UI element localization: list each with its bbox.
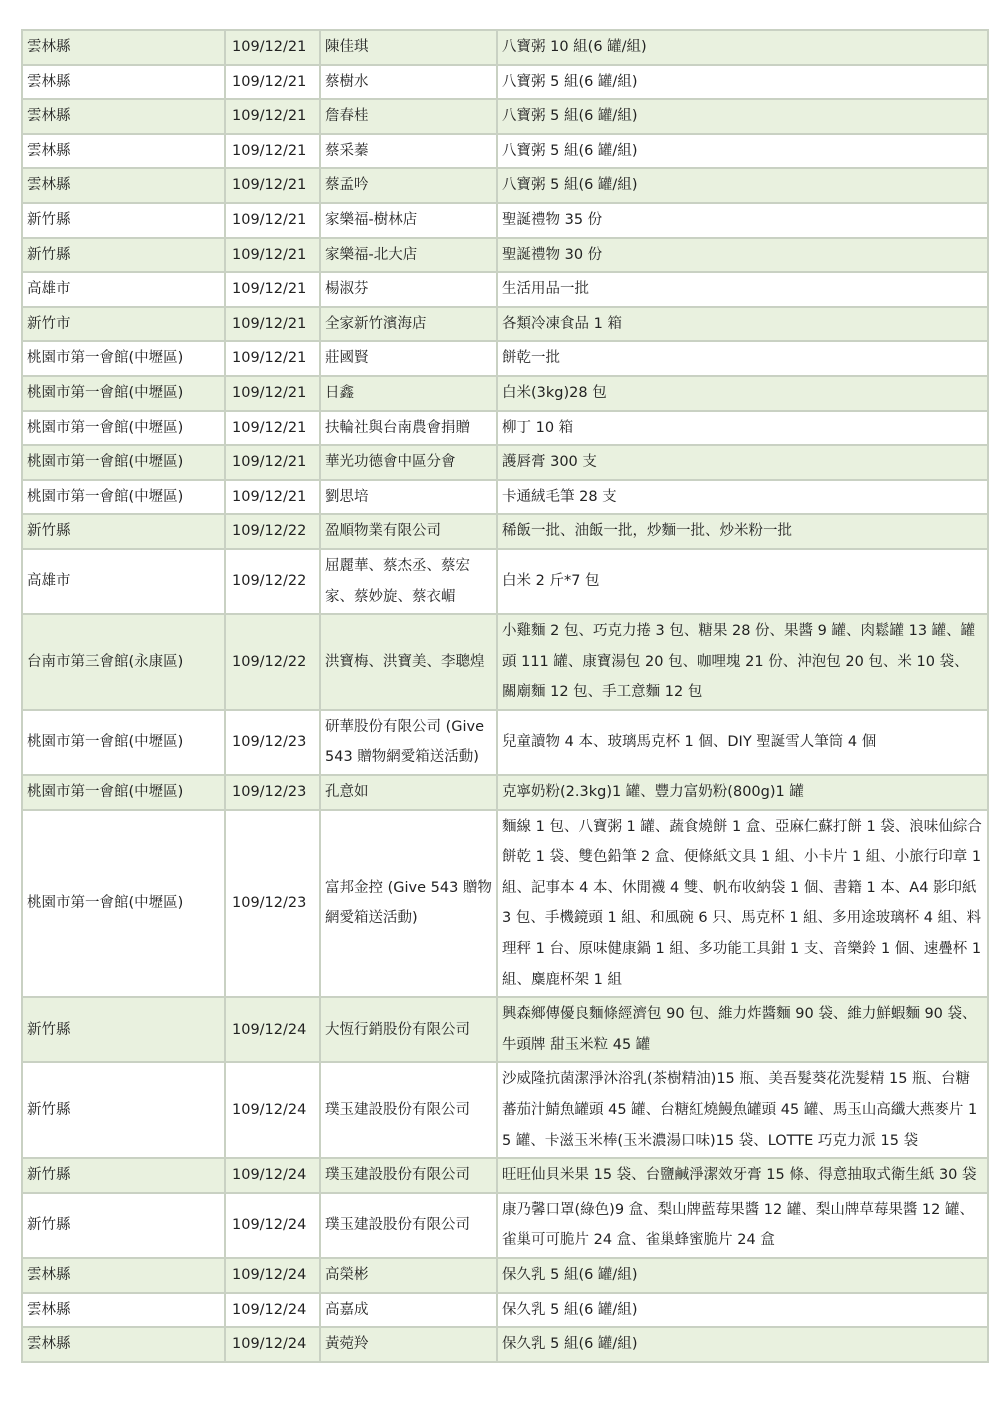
region-cell: 雲林縣	[22, 1327, 225, 1362]
table-row	[22, 1193, 988, 1258]
donor-cell: 扶輪社與台南農會捐贈	[320, 411, 497, 446]
region-cell: 桃園市第一會館(中壢區)	[22, 411, 225, 446]
items-cell: 保久乳 5 組(6 罐/組)	[497, 1327, 988, 1362]
date-cell: 109/12/24	[225, 1158, 320, 1193]
donor-cell: 陳佳琪	[320, 30, 497, 65]
region-cell: 新竹縣	[22, 238, 225, 273]
date-cell: 109/12/23	[225, 775, 320, 810]
donor-cell: 璞玉建設股份有限公司	[320, 1062, 497, 1158]
donation-table	[21, 29, 989, 1363]
donor-cell: 家樂福-北大店	[320, 238, 497, 273]
table-row	[22, 411, 988, 446]
region-cell: 雲林縣	[22, 134, 225, 169]
region-cell: 雲林縣	[22, 30, 225, 65]
date-cell: 109/12/21	[225, 445, 320, 480]
donor-cell: 高榮彬	[320, 1258, 497, 1293]
items-cell: 保久乳 5 組(6 罐/組)	[497, 1293, 988, 1328]
date-cell: 109/12/21	[225, 134, 320, 169]
region-cell: 新竹市	[22, 307, 225, 342]
date-cell: 109/12/24	[225, 1062, 320, 1158]
region-cell: 桃園市第一會館(中壢區)	[22, 810, 225, 998]
donor-cell: 璞玉建設股份有限公司	[320, 1158, 497, 1193]
donor-cell: 高嘉成	[320, 1293, 497, 1328]
donor-cell: 日鑫	[320, 376, 497, 411]
date-cell: 109/12/21	[225, 411, 320, 446]
table-row	[22, 168, 988, 203]
table-row	[22, 272, 988, 307]
region-cell: 新竹縣	[22, 997, 225, 1062]
region-cell: 新竹縣	[22, 514, 225, 549]
items-cell: 稀飯一批、油飯一批，炒麵一批、炒米粉一批	[497, 514, 988, 549]
items-cell: 聖誕禮物 35 份	[497, 203, 988, 238]
date-cell: 109/12/24	[225, 1293, 320, 1328]
donor-cell: 孔意如	[320, 775, 497, 810]
date-cell: 109/12/21	[225, 480, 320, 515]
items-cell: 各類冷凍食品 1 箱	[497, 307, 988, 342]
items-cell: 克寧奶粉(2.3kg)1 罐、豐力富奶粉(800g)1 罐	[497, 775, 988, 810]
region-cell: 新竹縣	[22, 1158, 225, 1193]
items-cell: 白米 2 斤*7 包	[497, 549, 988, 614]
table-row	[22, 1293, 988, 1328]
donor-cell: 璞玉建設股份有限公司	[320, 1193, 497, 1258]
donor-cell: 蔡采蓁	[320, 134, 497, 169]
items-cell: 兒童讀物 4 本、玻璃馬克杯 1 個、DIY 聖誕雪人筆筒 4 個	[497, 710, 988, 775]
table-row	[22, 307, 988, 342]
date-cell: 109/12/21	[225, 30, 320, 65]
date-cell: 109/12/21	[225, 341, 320, 376]
donor-cell: 富邦金控 (Give 543 贈物網愛箱送活動)	[320, 810, 497, 998]
donor-cell: 莊國賢	[320, 341, 497, 376]
table-row	[22, 514, 988, 549]
items-cell: 聖誕禮物 30 份	[497, 238, 988, 273]
donor-cell: 洪寶梅、洪寶美、李聰煌	[320, 614, 497, 710]
table-row	[22, 775, 988, 810]
table-row	[22, 614, 988, 710]
region-cell: 桃園市第一會館(中壢區)	[22, 376, 225, 411]
date-cell: 109/12/24	[225, 1193, 320, 1258]
region-cell: 新竹縣	[22, 203, 225, 238]
items-cell: 康乃馨口罩(綠色)9 盒、梨山牌藍莓果醬 12 罐、梨山牌草莓果醬 12 罐、雀巢可可脆片 24 盒、雀巢蜂蜜脆片 24 盒	[497, 1193, 988, 1258]
table-row	[22, 65, 988, 100]
donor-cell: 家樂福-樹林店	[320, 203, 497, 238]
items-cell: 生活用品一批	[497, 272, 988, 307]
date-cell: 109/12/21	[225, 99, 320, 134]
region-cell: 雲林縣	[22, 168, 225, 203]
donor-cell: 研華股份有限公司 (Give 543 贈物網愛箱送活動)	[320, 710, 497, 775]
table-row	[22, 376, 988, 411]
table-row	[22, 1062, 988, 1158]
items-cell: 保久乳 5 組(6 罐/組)	[497, 1258, 988, 1293]
items-cell: 白米(3kg)28 包	[497, 376, 988, 411]
date-cell: 109/12/22	[225, 549, 320, 614]
items-cell: 卡通絨毛筆 28 支	[497, 480, 988, 515]
region-cell: 新竹縣	[22, 1193, 225, 1258]
items-cell: 旺旺仙貝米果 15 袋、台鹽鹹淨潔效牙膏 15 條、得意抽取式衛生紙 30 袋	[497, 1158, 988, 1193]
table-row	[22, 99, 988, 134]
table-row	[22, 1327, 988, 1362]
items-cell: 麵線 1 包、八寶粥 1 罐、蔬食燒餅 1 盒、亞麻仁蘇打餅 1 袋、浪味仙綜合餅乾 1 袋、雙色鉛筆 2 盒、便條紙文具 1 組、小卡片 1 組、小旅行印章 1 組、記事本 4 本、休閒襪 4 雙、帆布收納袋 1 個、書籍 1 本、A4 影印紙 3 包、手機鏡頭 1 組、和風碗 6 只、馬克杯 1 組、多用途玻璃杯 4 組、料理秤 1 台、原味健康鍋 1 組、多功能工具鉗 1 支、音樂鈴 1 個、速疊杯 1 組、麋鹿杯架 1 組	[497, 810, 988, 998]
donor-cell: 詹春桂	[320, 99, 497, 134]
items-cell: 護唇膏 300 支	[497, 445, 988, 480]
items-cell: 興森鄉傳優良麵條經濟包 90 包、維力炸醬麵 90 袋、維力鮮蝦麵 90 袋、牛頭牌 甜玉米粒 45 罐	[497, 997, 988, 1062]
table-body	[22, 30, 988, 1362]
region-cell: 高雄市	[22, 272, 225, 307]
donor-cell: 盈順物業有限公司	[320, 514, 497, 549]
region-cell: 雲林縣	[22, 65, 225, 100]
date-cell: 109/12/23	[225, 810, 320, 998]
region-cell: 高雄市	[22, 549, 225, 614]
donor-cell: 華光功德會中區分會	[320, 445, 497, 480]
table-row	[22, 549, 988, 614]
region-cell: 桃園市第一會館(中壢區)	[22, 775, 225, 810]
date-cell: 109/12/21	[225, 272, 320, 307]
table-row	[22, 997, 988, 1062]
date-cell: 109/12/21	[225, 168, 320, 203]
table-row	[22, 810, 988, 998]
region-cell: 桃園市第一會館(中壢區)	[22, 341, 225, 376]
date-cell: 109/12/22	[225, 514, 320, 549]
items-cell: 八寶粥 5 組(6 罐/組)	[497, 134, 988, 169]
table-row	[22, 1158, 988, 1193]
donor-cell: 大恆行銷股份有限公司	[320, 997, 497, 1062]
items-cell: 八寶粥 5 組(6 罐/組)	[497, 65, 988, 100]
donor-cell: 屈麗華、蔡杰丞、蔡宏家、蔡妙旋、蔡衣嵋	[320, 549, 497, 614]
donor-cell: 蔡孟吟	[320, 168, 497, 203]
donor-cell: 全家新竹濱海店	[320, 307, 497, 342]
date-cell: 109/12/21	[225, 376, 320, 411]
date-cell: 109/12/21	[225, 307, 320, 342]
region-cell: 雲林縣	[22, 1293, 225, 1328]
donor-cell: 楊淑芬	[320, 272, 497, 307]
region-cell: 桃園市第一會館(中壢區)	[22, 480, 225, 515]
items-cell: 小雞麵 2 包、巧克力捲 3 包、糖果 28 份、果醬 9 罐、肉鬆罐 13 罐、罐頭 111 罐、康寶湯包 20 包、咖哩塊 21 份、沖泡包 20 包、米 10 袋、關廟麵 12 包、手工意麵 12 包	[497, 614, 988, 710]
table-row	[22, 203, 988, 238]
date-cell: 109/12/24	[225, 997, 320, 1062]
date-cell: 109/12/23	[225, 710, 320, 775]
items-cell: 柳丁 10 箱	[497, 411, 988, 446]
table-row	[22, 30, 988, 65]
table-row	[22, 710, 988, 775]
region-cell: 桃園市第一會館(中壢區)	[22, 710, 225, 775]
table-row	[22, 134, 988, 169]
items-cell: 沙威隆抗菌潔淨沐浴乳(茶樹精油)15 瓶、美吾髮葵花洗髮精 15 瓶、台糖蕃茄汁鯖魚罐頭 45 罐、台糖紅燒鰻魚罐頭 45 罐、馬玉山高纖大燕麥片 15 罐、卡滋玉米棒(玉米濃湯口味)15 袋、LOTTE 巧克力派 15 袋	[497, 1062, 988, 1158]
date-cell: 109/12/21	[225, 238, 320, 273]
items-cell: 八寶粥 5 組(6 罐/組)	[497, 168, 988, 203]
date-cell: 109/12/21	[225, 203, 320, 238]
date-cell: 109/12/22	[225, 614, 320, 710]
items-cell: 八寶粥 10 組(6 罐/組)	[497, 30, 988, 65]
donor-cell: 蔡樹水	[320, 65, 497, 100]
donor-cell: 黃菀羚	[320, 1327, 497, 1362]
region-cell: 台南市第三會館(永康區)	[22, 614, 225, 710]
table-row	[22, 238, 988, 273]
date-cell: 109/12/21	[225, 65, 320, 100]
region-cell: 雲林縣	[22, 99, 225, 134]
table-row	[22, 341, 988, 376]
date-cell: 109/12/24	[225, 1327, 320, 1362]
region-cell: 桃園市第一會館(中壢區)	[22, 445, 225, 480]
items-cell: 八寶粥 5 組(6 罐/組)	[497, 99, 988, 134]
table-row	[22, 480, 988, 515]
table-row	[22, 1258, 988, 1293]
items-cell: 餅乾一批	[497, 341, 988, 376]
date-cell: 109/12/24	[225, 1258, 320, 1293]
region-cell: 新竹縣	[22, 1062, 225, 1158]
table-row	[22, 445, 988, 480]
donor-cell: 劉思培	[320, 480, 497, 515]
region-cell: 雲林縣	[22, 1258, 225, 1293]
